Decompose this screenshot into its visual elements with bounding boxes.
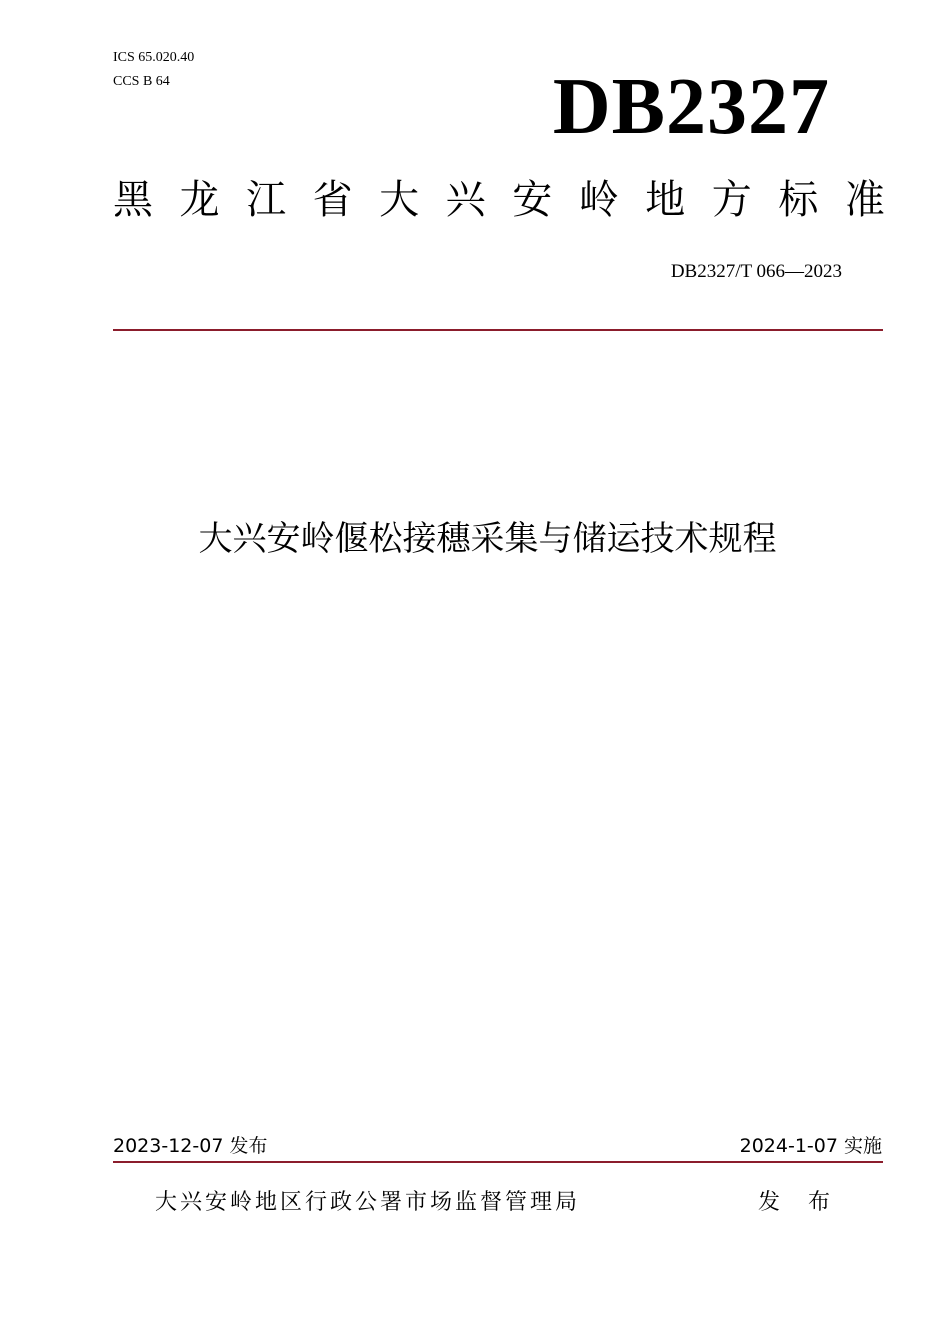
category-char: 安 bbox=[512, 177, 553, 223]
category-char: 省 bbox=[312, 177, 353, 223]
publish-date: 2023-12-07 发布 bbox=[113, 1135, 268, 1157]
standard-number: DB2327/T 066—2023 bbox=[670, 261, 842, 282]
category-char: 江 bbox=[246, 177, 287, 223]
standard-code: DB2327 bbox=[552, 63, 830, 151]
category-char: 岭 bbox=[578, 177, 619, 223]
category-char: 方 bbox=[711, 177, 752, 223]
category-char: 标 bbox=[778, 177, 819, 223]
document-title: 大兴安岭偃松接穗采集与储运技术规程 bbox=[198, 519, 777, 559]
category-char: 地 bbox=[645, 177, 686, 223]
category-char: 大 bbox=[379, 177, 420, 223]
category-char: 兴 bbox=[445, 177, 486, 223]
footer-divider bbox=[113, 1161, 883, 1163]
ics-code: ICS 65.020.40 bbox=[113, 50, 195, 65]
category-char: 龙 bbox=[179, 177, 220, 223]
category-char: 准 bbox=[844, 177, 885, 223]
implement-date: 2024-1-07 实施 bbox=[739, 1135, 882, 1157]
issue-label: 发布 bbox=[758, 1190, 859, 1215]
ccs-code: CCS B 64 bbox=[113, 74, 170, 89]
header-divider bbox=[113, 329, 883, 331]
category-char: 黑 bbox=[113, 177, 153, 223]
issuing-authority: 大兴安岭地区行政公署市场监督管理局 bbox=[155, 1190, 581, 1215]
standard-category bbox=[113, 176, 885, 224]
